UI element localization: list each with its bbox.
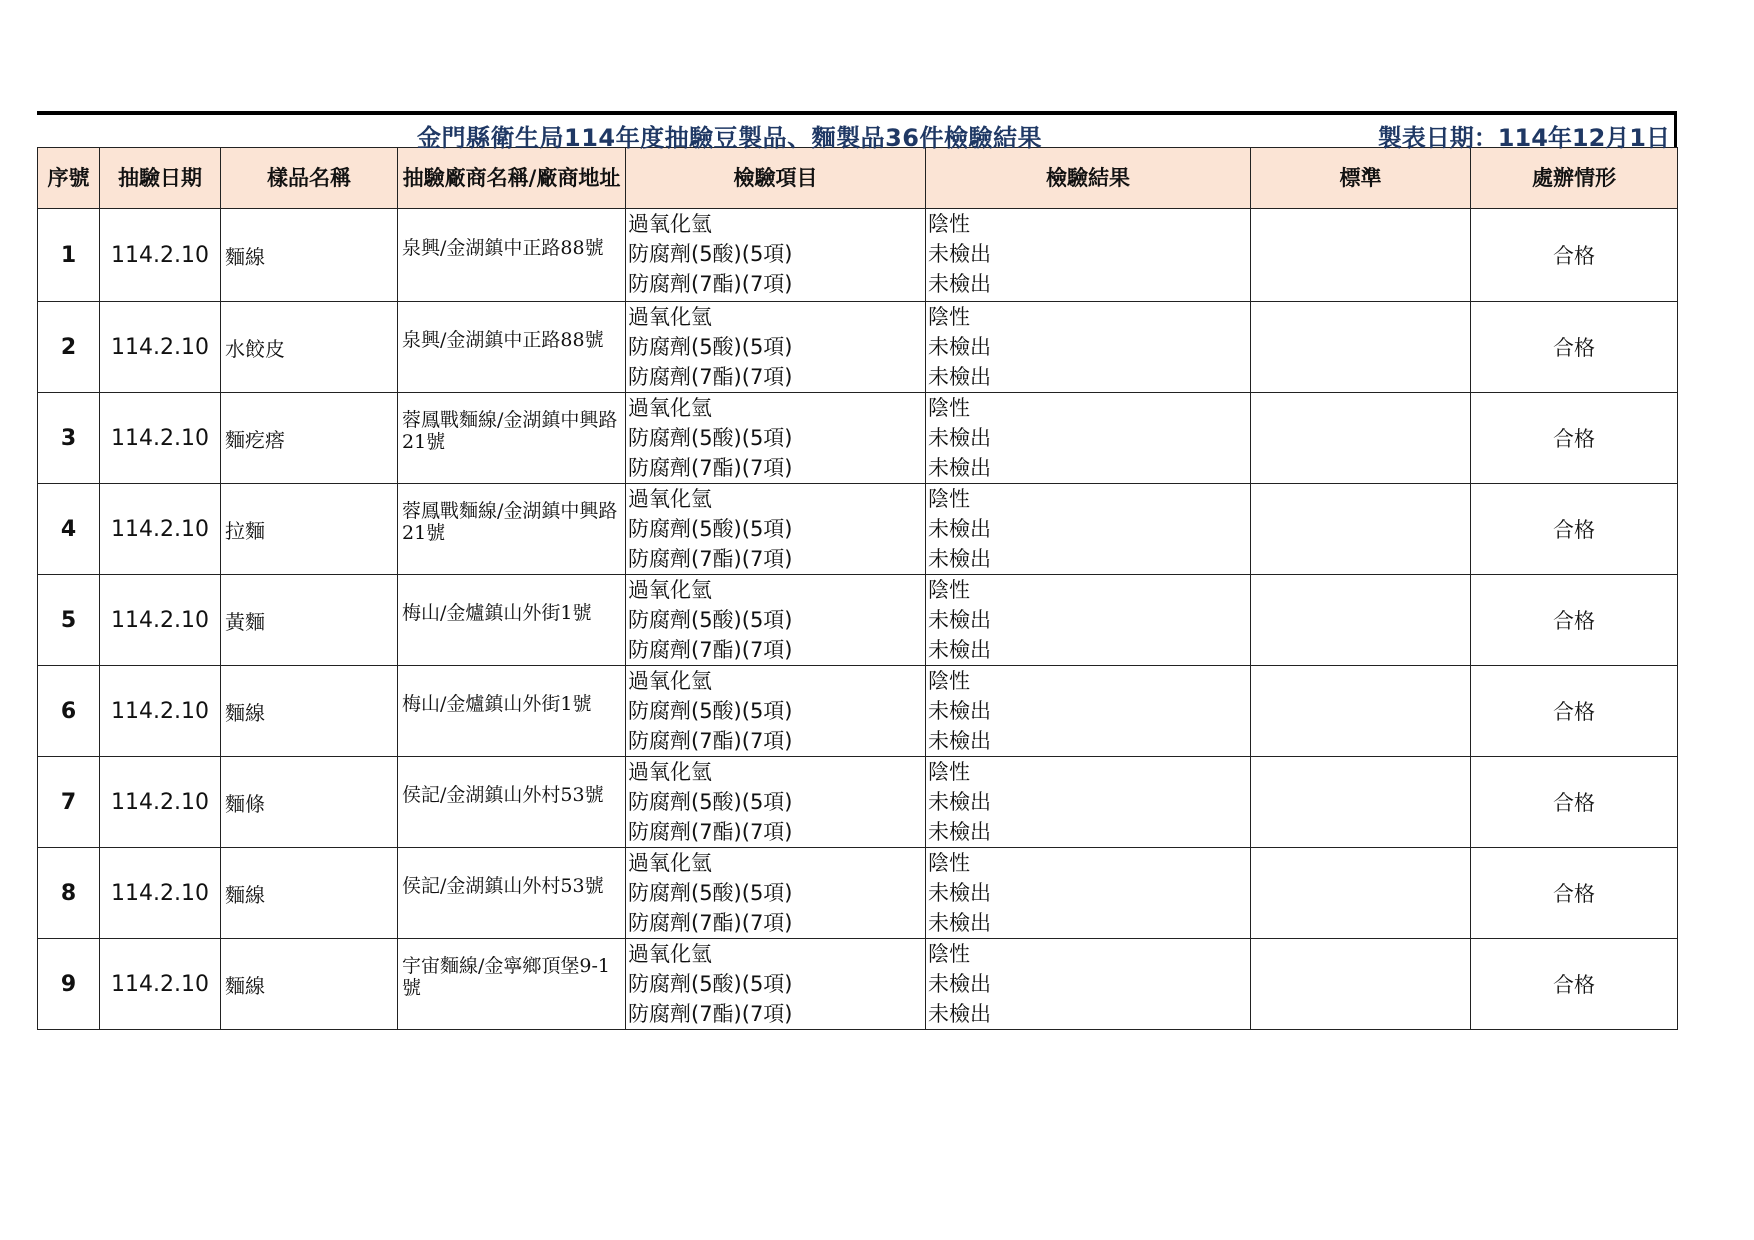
test-items-cell bbox=[626, 848, 926, 939]
sample-name-cell: 黃麵 bbox=[221, 575, 398, 666]
test-item: 過氧化氫 bbox=[628, 578, 712, 602]
test-item: 防腐劑(5酸)(5項) bbox=[628, 699, 793, 723]
seq-cell: 9 bbox=[38, 939, 100, 1030]
test-items-cell bbox=[626, 393, 926, 484]
vendor-cell: 宇宙麵線/金寧鄉頂堡9-1號 bbox=[398, 939, 626, 1030]
test-item: 防腐劑(7酯)(7項) bbox=[628, 911, 793, 935]
seq-cell: 6 bbox=[38, 666, 100, 757]
test-item: 防腐劑(5酸)(5項) bbox=[628, 790, 793, 814]
test-result: 未檢出 bbox=[928, 1002, 991, 1026]
sample-date-cell: 114.2.10 bbox=[100, 484, 221, 575]
column-header-results: 檢驗結果 bbox=[926, 148, 1251, 209]
test-result: 未檢出 bbox=[928, 426, 991, 450]
test-item: 防腐劑(7酯)(7項) bbox=[628, 638, 793, 662]
vendor-cell: 蓉鳳戰麵線/金湖鎮中興路21號 bbox=[398, 393, 626, 484]
vendor-cell: 泉興/金湖鎮中正路88號 bbox=[398, 302, 626, 393]
test-result: 未檢出 bbox=[928, 881, 991, 905]
test-result: 未檢出 bbox=[928, 547, 991, 571]
status-cell: 合格 bbox=[1471, 393, 1678, 484]
status-cell: 合格 bbox=[1471, 757, 1678, 848]
test-results-cell bbox=[926, 302, 1251, 393]
standard-cell bbox=[1251, 848, 1471, 939]
sample-date-cell: 114.2.10 bbox=[100, 939, 221, 1030]
seq-cell: 2 bbox=[38, 302, 100, 393]
test-result: 陰性 bbox=[928, 942, 970, 966]
seq-cell: 4 bbox=[38, 484, 100, 575]
test-result: 陰性 bbox=[928, 212, 970, 236]
table-row bbox=[38, 848, 1678, 939]
sample-name-cell: 麵線 bbox=[221, 939, 398, 1030]
test-item: 防腐劑(7酯)(7項) bbox=[628, 1002, 793, 1026]
test-item: 過氧化氫 bbox=[628, 669, 712, 693]
sample-date-cell: 114.2.10 bbox=[100, 848, 221, 939]
vendor-cell: 侯記/金湖鎮山外村53號 bbox=[398, 848, 626, 939]
vendor-cell: 泉興/金湖鎮中正路88號 bbox=[398, 209, 626, 302]
test-results-cell bbox=[926, 666, 1251, 757]
table-row bbox=[38, 302, 1678, 393]
test-result: 未檢出 bbox=[928, 517, 991, 541]
table-row bbox=[38, 666, 1678, 757]
status-cell: 合格 bbox=[1471, 484, 1678, 575]
test-item: 防腐劑(7酯)(7項) bbox=[628, 365, 793, 389]
results-table bbox=[37, 147, 1678, 1030]
table-row bbox=[38, 209, 1678, 302]
sample-name-cell: 拉麵 bbox=[221, 484, 398, 575]
column-header-sample: 樣品名稱 bbox=[221, 148, 398, 209]
standard-cell bbox=[1251, 666, 1471, 757]
test-items-cell bbox=[626, 302, 926, 393]
test-items-cell bbox=[626, 209, 926, 302]
header-row bbox=[38, 148, 1678, 209]
column-header-vendor: 抽驗廠商名稱/廠商地址 bbox=[398, 148, 626, 209]
test-item: 防腐劑(7酯)(7項) bbox=[628, 456, 793, 480]
test-result: 未檢出 bbox=[928, 242, 991, 266]
test-item: 過氧化氫 bbox=[628, 760, 712, 784]
report-date: 製表日期：114年12月1日 bbox=[1377, 124, 1670, 152]
table-row bbox=[38, 393, 1678, 484]
test-result: 未檢出 bbox=[928, 820, 991, 844]
sample-name-cell: 麵疙瘩 bbox=[221, 393, 398, 484]
test-results-cell bbox=[926, 939, 1251, 1030]
test-item: 過氧化氫 bbox=[628, 396, 712, 420]
test-result: 陰性 bbox=[928, 669, 970, 693]
test-items-cell bbox=[626, 575, 926, 666]
test-result: 未檢出 bbox=[928, 790, 991, 814]
column-header-seq: 序號 bbox=[38, 148, 100, 209]
column-header-date: 抽驗日期 bbox=[100, 148, 221, 209]
report-title: 金門縣衛生局114年度抽驗豆製品、麵製品36件檢驗結果 bbox=[417, 124, 1042, 152]
test-item: 防腐劑(5酸)(5項) bbox=[628, 335, 793, 359]
test-result: 未檢出 bbox=[928, 365, 991, 389]
test-item: 防腐劑(7酯)(7項) bbox=[628, 820, 793, 844]
test-result: 未檢出 bbox=[928, 729, 991, 753]
column-header-items: 檢驗項目 bbox=[626, 148, 926, 209]
vendor-cell: 侯記/金湖鎮山外村53號 bbox=[398, 757, 626, 848]
test-item: 防腐劑(5酸)(5項) bbox=[628, 881, 793, 905]
sample-name-cell: 水餃皮 bbox=[221, 302, 398, 393]
sample-date-cell: 114.2.10 bbox=[100, 209, 221, 302]
status-cell: 合格 bbox=[1471, 666, 1678, 757]
test-results-cell bbox=[926, 848, 1251, 939]
standard-cell bbox=[1251, 209, 1471, 302]
test-results-cell bbox=[926, 484, 1251, 575]
test-result: 未檢出 bbox=[928, 911, 991, 935]
sample-name-cell: 麵線 bbox=[221, 666, 398, 757]
vendor-cell: 蓉鳳戰麵線/金湖鎮中興路21號 bbox=[398, 484, 626, 575]
test-item: 過氧化氫 bbox=[628, 305, 712, 329]
test-item: 過氧化氫 bbox=[628, 942, 712, 966]
seq-cell: 3 bbox=[38, 393, 100, 484]
test-results-cell bbox=[926, 575, 1251, 666]
test-results-cell bbox=[926, 757, 1251, 848]
test-result: 陰性 bbox=[928, 578, 970, 602]
test-item: 防腐劑(5酸)(5項) bbox=[628, 242, 793, 266]
test-result: 陰性 bbox=[928, 487, 970, 511]
status-cell: 合格 bbox=[1471, 302, 1678, 393]
table-row bbox=[38, 939, 1678, 1030]
standard-cell bbox=[1251, 575, 1471, 666]
test-result: 未檢出 bbox=[928, 699, 991, 723]
status-cell: 合格 bbox=[1471, 575, 1678, 666]
test-item: 防腐劑(7酯)(7項) bbox=[628, 272, 793, 296]
test-result: 陰性 bbox=[928, 851, 970, 875]
standard-cell bbox=[1251, 939, 1471, 1030]
test-result: 未檢出 bbox=[928, 972, 991, 996]
test-result: 陰性 bbox=[928, 760, 970, 784]
report-sheet bbox=[37, 111, 1677, 1030]
test-result: 未檢出 bbox=[928, 456, 991, 480]
sample-name-cell: 麵線 bbox=[221, 209, 398, 302]
table-row bbox=[38, 757, 1678, 848]
test-result: 未檢出 bbox=[928, 638, 991, 662]
standard-cell bbox=[1251, 393, 1471, 484]
vendor-cell: 梅山/金爐鎮山外街1號 bbox=[398, 575, 626, 666]
test-item: 防腐劑(7酯)(7項) bbox=[628, 729, 793, 753]
status-cell: 合格 bbox=[1471, 939, 1678, 1030]
sample-name-cell: 麵條 bbox=[221, 757, 398, 848]
test-item: 防腐劑(7酯)(7項) bbox=[628, 547, 793, 571]
test-result: 未檢出 bbox=[928, 272, 991, 296]
test-result: 陰性 bbox=[928, 396, 970, 420]
status-cell: 合格 bbox=[1471, 848, 1678, 939]
test-item: 防腐劑(5酸)(5項) bbox=[628, 608, 793, 632]
test-item: 防腐劑(5酸)(5項) bbox=[628, 426, 793, 450]
test-items-cell bbox=[626, 757, 926, 848]
test-results-cell bbox=[926, 209, 1251, 302]
seq-cell: 7 bbox=[38, 757, 100, 848]
standard-cell bbox=[1251, 757, 1471, 848]
test-items-cell bbox=[626, 666, 926, 757]
test-item: 防腐劑(5酸)(5項) bbox=[628, 972, 793, 996]
table-row bbox=[38, 484, 1678, 575]
test-result: 未檢出 bbox=[928, 335, 991, 359]
seq-cell: 8 bbox=[38, 848, 100, 939]
vendor-cell: 梅山/金爐鎮山外街1號 bbox=[398, 666, 626, 757]
table-row bbox=[38, 575, 1678, 666]
sample-date-cell: 114.2.10 bbox=[100, 393, 221, 484]
test-item: 過氧化氫 bbox=[628, 851, 712, 875]
test-item: 過氧化氫 bbox=[628, 212, 712, 236]
test-result: 陰性 bbox=[928, 305, 970, 329]
seq-cell: 1 bbox=[38, 209, 100, 302]
column-header-standard: 標準 bbox=[1251, 148, 1471, 209]
test-result: 未檢出 bbox=[928, 608, 991, 632]
standard-cell bbox=[1251, 302, 1471, 393]
title-row bbox=[37, 111, 1677, 152]
test-results-cell bbox=[926, 393, 1251, 484]
test-item: 過氧化氫 bbox=[628, 487, 712, 511]
sample-date-cell: 114.2.10 bbox=[100, 575, 221, 666]
sample-date-cell: 114.2.10 bbox=[100, 302, 221, 393]
seq-cell: 5 bbox=[38, 575, 100, 666]
standard-cell bbox=[1251, 484, 1471, 575]
test-items-cell bbox=[626, 484, 926, 575]
table-body bbox=[38, 209, 1678, 1030]
test-item: 防腐劑(5酸)(5項) bbox=[628, 517, 793, 541]
sample-date-cell: 114.2.10 bbox=[100, 757, 221, 848]
test-items-cell bbox=[626, 939, 926, 1030]
sample-name-cell: 麵線 bbox=[221, 848, 398, 939]
status-cell: 合格 bbox=[1471, 209, 1678, 302]
sample-date-cell: 114.2.10 bbox=[100, 666, 221, 757]
column-header-status: 處辦情形 bbox=[1471, 148, 1678, 209]
